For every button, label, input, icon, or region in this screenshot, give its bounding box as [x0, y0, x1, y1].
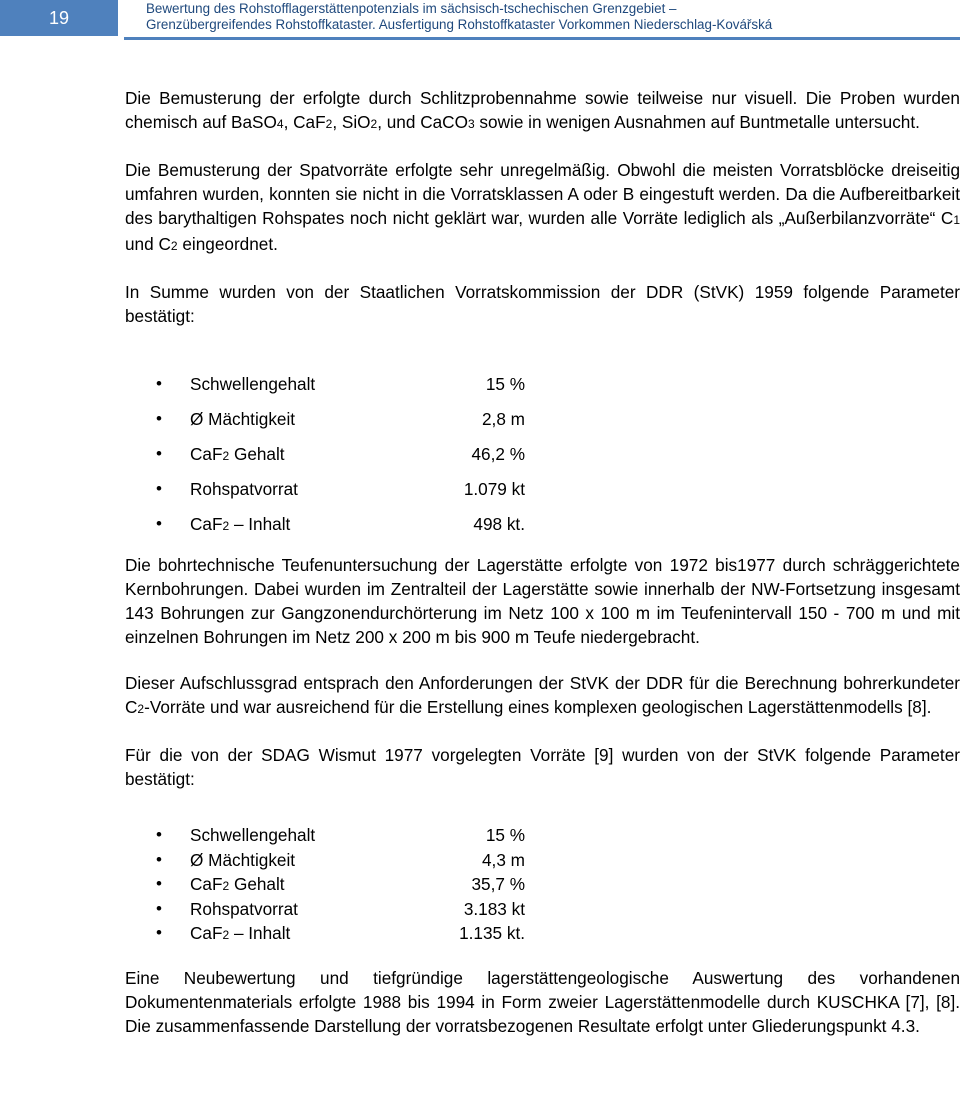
- header-line-2: Grenzübergreifendes Rohstoffkataster. Ausfertigung Rohstoffkataster Vorkommen Niederschlag-Kovářská: [146, 17, 773, 32]
- parameter-item: [125, 372, 960, 407]
- parameter-item: [125, 872, 960, 897]
- parameter-value: 2,8 m: [482, 409, 525, 429]
- parameter-item: [125, 477, 960, 512]
- header-rule: [124, 37, 960, 40]
- bullet-icon: •: [156, 479, 162, 498]
- parameter-value: 3.183 kt: [463, 898, 525, 919]
- parameter-value: 35,7 %: [471, 874, 525, 894]
- paragraph-spat-reserves: Die Bemusterung der Spatvorräte erfolgte sehr unregelmäßig. Obwohl die meisten Vorratsblöcke dreiseitig umfahren wurden, konnten sie nicht in die Vorratsklassen A oder B eingestuft werden. Da die Aufbereitbarkeit des barythaltigen Rohspates noch nicht geklärt war, wurden alle Vorräte lediglich als „Außerbilanzvorräte“ C1 und C2 eingeordnet.: [125, 160, 960, 254]
- parameter-name: Rohspatvorrat: [190, 479, 298, 499]
- parameter-name: CaF2 – Inhalt: [190, 923, 291, 943]
- bullet-icon: •: [156, 409, 162, 428]
- parameter-name: CaF2 Gehalt: [190, 874, 285, 894]
- parameter-list-1977: [125, 823, 960, 946]
- parameter-name: Ø Mächtigkeit: [190, 409, 296, 429]
- parameter-item: [125, 848, 960, 873]
- header-line-1: Bewertung des Rohstofflagerstättenpotenzials im sächsisch-tschechischen Grenzgebiet –: [146, 1, 677, 16]
- bullet-icon: •: [156, 923, 162, 942]
- parameter-value: 15 %: [485, 374, 525, 394]
- bullet-icon: •: [156, 514, 162, 533]
- bullet-icon: •: [156, 849, 162, 869]
- parameter-item: [125, 407, 960, 442]
- bullet-icon: •: [156, 825, 162, 844]
- paragraph-wismut-1977: Für die von der SDAG Wismut 1977 vorgelegten Vorräte [9] wurden von der StVK folgende Parameter bestätigt:: [125, 745, 960, 789]
- parameter-name: CaF2 – Inhalt: [190, 514, 291, 534]
- document-body: [125, 86, 960, 1038]
- parameter-item: [125, 921, 960, 946]
- parameter-name: Ø Mächtigkeit: [190, 849, 296, 870]
- parameter-item: [125, 442, 960, 477]
- parameter-value: 498 kt.: [473, 514, 525, 534]
- parameter-value: 4,3 m: [482, 849, 525, 870]
- parameter-name: Schwellengehalt: [190, 374, 316, 394]
- bullet-icon: •: [156, 374, 162, 393]
- header-title: [146, 1, 956, 33]
- paragraph-drilling: Die bohrtechnische Teufenuntersuchung der Lagerstätte erfolgte von 1972 bis1977 durch schräggerichtete Kernbohrungen. Dabei wurden im Zentralteil der Lagerstätte sowie innerhalb der NW-Fortsetzung insgesamt 143 Bohrungen zur Gangzonendurchörterung im Netz 100 x 100 m im Teufenintervall 150 - 700 m und mit einzelnen Bohrungen im Netz 200 x 200 m bis 900 m Teufe niedergebracht.: [125, 555, 960, 647]
- bullet-icon: •: [156, 444, 162, 463]
- paragraph-stvk-1959: In Summe wurden von der Staatlichen Vorratskommission der DDR (StVK) 1959 folgende Parameter bestätigt:: [125, 282, 960, 326]
- parameter-value: 1.135 kt.: [459, 923, 525, 943]
- page-header: [0, 0, 960, 40]
- bullet-icon: •: [156, 874, 162, 893]
- parameter-name: Schwellengehalt: [190, 825, 316, 845]
- parameter-name: Rohspatvorrat: [190, 898, 298, 919]
- parameter-value: 46,2 %: [471, 444, 525, 464]
- parameter-item: [125, 823, 960, 848]
- paragraph-reassessment: Eine Neubewertung und tiefgründige lagerstättengeologische Auswertung des vorhandenen Dokumentenmaterials erfolgte 1988 bis 1994 in Form zweier Lagerstättenmodelle durch KUSCHKA [7], [8]. Die zusammenfassende Darstellung der vorratsbezogenen Resultate erfolgt unter Gliederungspunkt 4.3.: [125, 967, 960, 1036]
- parameter-item: [125, 897, 960, 922]
- parameter-value: 1.079 kt: [463, 479, 525, 499]
- paragraph-sampling: Die Bemusterung der erfolgte durch Schlitzprobennahme sowie teilweise nur visuell. Die Proben wurden chemisch auf BaSO4, CaF2, SiO2, und CaCO3 sowie in wenigen Ausnahmen auf Buntmetalle untersucht.: [125, 88, 960, 132]
- parameter-item: [125, 512, 960, 547]
- parameter-name: CaF2 Gehalt: [190, 444, 285, 464]
- parameter-value: 15 %: [485, 825, 525, 845]
- paragraph-exploration-degree: Dieser Aufschlussgrad entsprach den Anforderungen der StVK der DDR für die Berechnung bohrerkundeter C2-Vorräte und war ausreichend für die Erstellung eines komplexen geologischen Lagerstättenmodells [8].: [125, 673, 960, 717]
- page-number: 19: [0, 0, 118, 36]
- parameter-list-1959: [125, 372, 960, 547]
- bullet-icon: •: [156, 898, 162, 918]
